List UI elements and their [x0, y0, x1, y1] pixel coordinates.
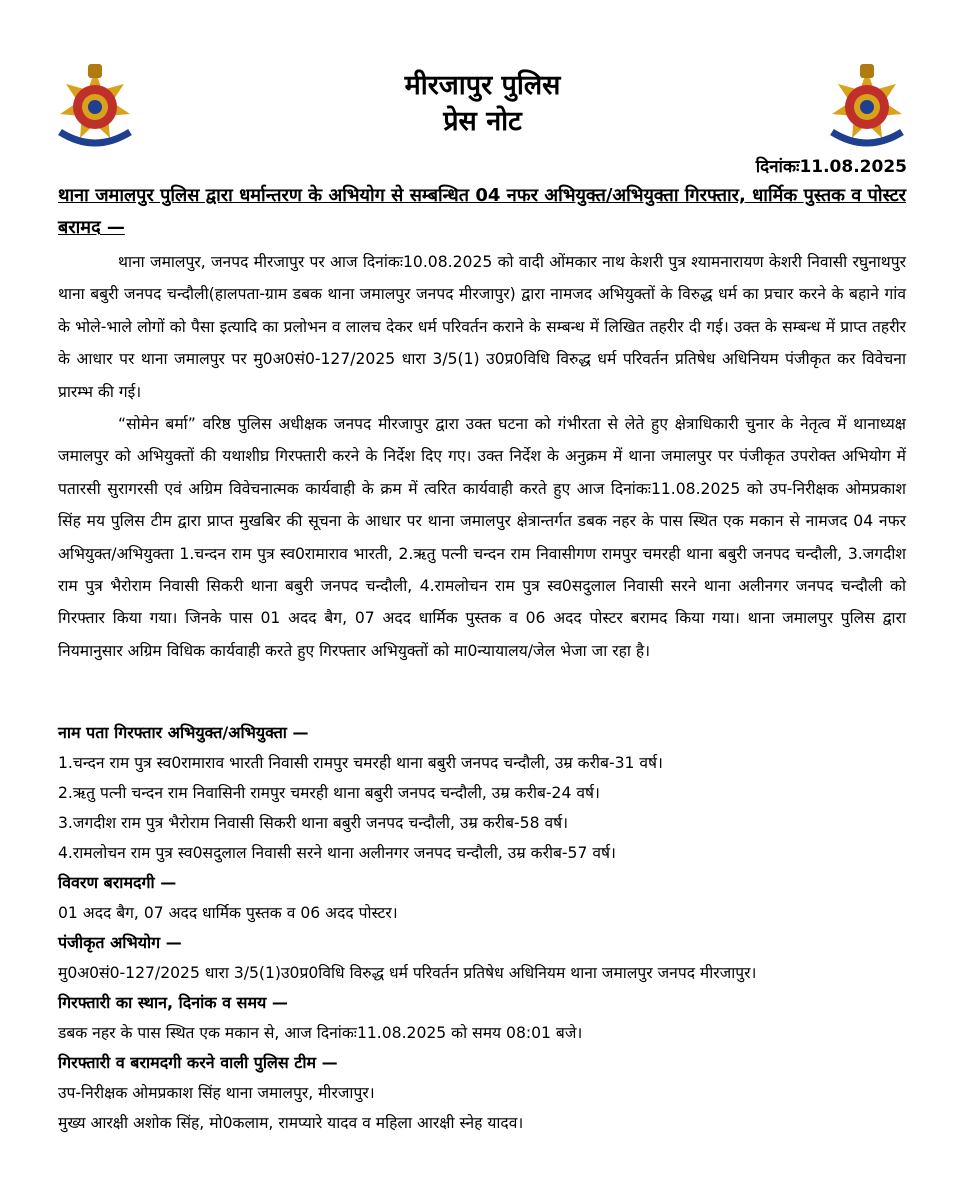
section-heading-case: पंजीकृत अभियोग —	[58, 933, 182, 952]
accused-item: 2.ऋतु पत्नी चन्दन राम निवासिनी रामपुर चमरही थाना बबुरी जनपद चन्दौली, उम्र करीब-24 वर्ष।	[58, 784, 600, 802]
accused-item: 3.जगदीश राम पुत्र भैरोराम निवासी सिकरी थाना बबुरी जनपद चन्दौली, उम्र करीब-58 वर्ष।	[58, 814, 569, 832]
headline: थाना जमालपुर पुलिस द्वारा धर्मान्तरण के अभियोग से सम्बन्धित 04 नफर अभियुक्त/अभियुक्ता गिरफ्तार, धार्मिक पुस्तक व पोस्टर बरामद —	[58, 185, 906, 238]
police-team-member: उप-निरीक्षक ओमप्रकाश सिंह थाना जमालपुर, मीरजापुर।	[58, 1084, 375, 1102]
police-team-member: मुख्य आरक्षी अशोक सिंह, मो0कलाम, रामप्यारे यादव व महिला आरक्षी स्नेह यादव।	[58, 1114, 524, 1132]
document-title	[0, 68, 965, 140]
doc-type: प्रेस नोट	[443, 106, 522, 137]
section-heading-arrest-place: गिरफ्तारी का स्थान, दिनांक व समय —	[58, 993, 288, 1012]
section-heading-recovery: विवरण बरामदगी —	[58, 873, 177, 892]
org-name: मीरजापुर पुलिस	[404, 70, 561, 101]
arrest-place-detail: डबक नहर के पास स्थित एक मकान से, आज दिनांकः11.08.2025 को समय 08:01 बजे।	[58, 1024, 583, 1042]
details-sections	[58, 718, 918, 1138]
press-note-date: दिनांकः11.08.2025	[755, 157, 907, 177]
paragraph-1: थाना जमालपुर, जनपद मीरजापुर पर आज दिनांकः10.08.2025 को वादी ओंमकार नाथ केशरी पुत्र श्यामनारायण केशरी निवासी रघुनाथपुर थाना बबुरी जनपद चन्दौली(हालपता-ग्राम डबक थाना जमालपुर जनपद मीरजापुर) द्वारा नामजद अभियुक्तों के विरुद्ध धर्म का प्रचार करने के बहाने गांव के भोले-भाले लोगों को पैसा इत्यादि का प्रलोभन व लालच देकर धर्म परिवर्तन कराने के सम्बन्ध में लिखित तहरीर दी गई। उक्त के सम्बन्ध में प्राप्त तहरीर के आधार पर थाना जमालपुर पर मु0अ0सं0-127/2025 धारा 3/5(1) उ0प्र0विधि विरुद्ध धर्म परिवर्तन प्रतिषेध अधिनियम पंजीकृत कर विवेचना प्रारम्भ की गई।	[58, 253, 906, 401]
paragraph-2: “सोमेन बर्मा” वरिष्ठ पुलिस अधीक्षक जनपद मीरजापुर द्वारा उक्त घटना को गंभीरता से लेते हुए क्षेत्राधिकारी चुनार के नेतृत्व में थानाध्यक्ष जमालपुर को अभियुक्तों की यथाशीघ्र गिरफ्तारी करने के निर्देश दिए गए। उक्त निर्देश के अनुक्रम में थाना जमालपुर पर पंजीकृत उपरोक्त अभियोग में पतारसी सुरागरसी एवं अग्रिम विवेचनात्मक कार्यवाही के क्रम में त्वरित कार्यवाही करते हुए आज दिनांकः11.08.2025 को उप-निरीक्षक ओमप्रकाश सिंह मय पुलिस टीम द्वारा प्राप्त मुखबिर की सूचना के आधार पर थाना जमालपुर क्षेत्रान्तर्गत डबक नहर के पास स्थित एक मकान से नामजद 04 नफर अभियुक्त/अभियुक्ता 1.चन्दन राम पुत्र स्व0रामाराव भारती, 2.ऋतु पत्नी चन्दन राम निवासीगण रामपुर चमरही थाना बबुरी जनपद चन्दौली, 3.जगदीश राम पुत्र भैरोराम निवासी सिकरी थाना बबुरी जनपद चन्दौली, 4.रामलोचन राम पुत्र स्व0सदुलाल निवासी सरने थाना अलीनगर जनपद चन्दौली को गिरफ्तार किया गया। जिनके पास 01 अदद बैग, 07 अदद धार्मिक पुस्तक व 06 अदद पोस्टर बरामद किया गया। थाना जमालपुर पुलिस द्वारा नियमानुसार अग्रिम विधिक कार्यवाही करते हुए गिरफ्तार अभियुक्तों को मा0न्यायालय/जेल भेजा जा रहा है।	[58, 415, 906, 660]
accused-item: 4.रामलोचन राम पुत्र स्व0सदुलाल निवासी सरने थाना अलीनगर जनपद चन्दौली, उम्र करीब-57 वर्ष।	[58, 844, 616, 862]
section-heading-police-team: गिरफ्तारी व बरामदगी करने वाली पुलिस टीम —	[58, 1053, 338, 1072]
body-text	[58, 246, 906, 667]
section-heading-accused: नाम पता गिरफ्तार अभियुक्त/अभियुक्ता —	[58, 723, 309, 742]
case-detail: मु0अ0सं0-127/2025 धारा 3/5(1)उ0प्र0विधि विरुद्ध धर्म परिवर्तन प्रतिषेध अधिनियम थाना जमालपुर जनपद मीरजापुर।	[58, 964, 757, 982]
accused-item: 1.चन्दन राम पुत्र स्व0रामाराव भारती निवासी रामपुर चमरही थाना बबुरी जनपद चन्दौली, उम्र करीब-31 वर्ष।	[58, 754, 663, 772]
recovery-detail: 01 अदद बैग, 07 अदद धार्मिक पुस्तक व 06 अदद पोस्टर।	[58, 904, 398, 922]
